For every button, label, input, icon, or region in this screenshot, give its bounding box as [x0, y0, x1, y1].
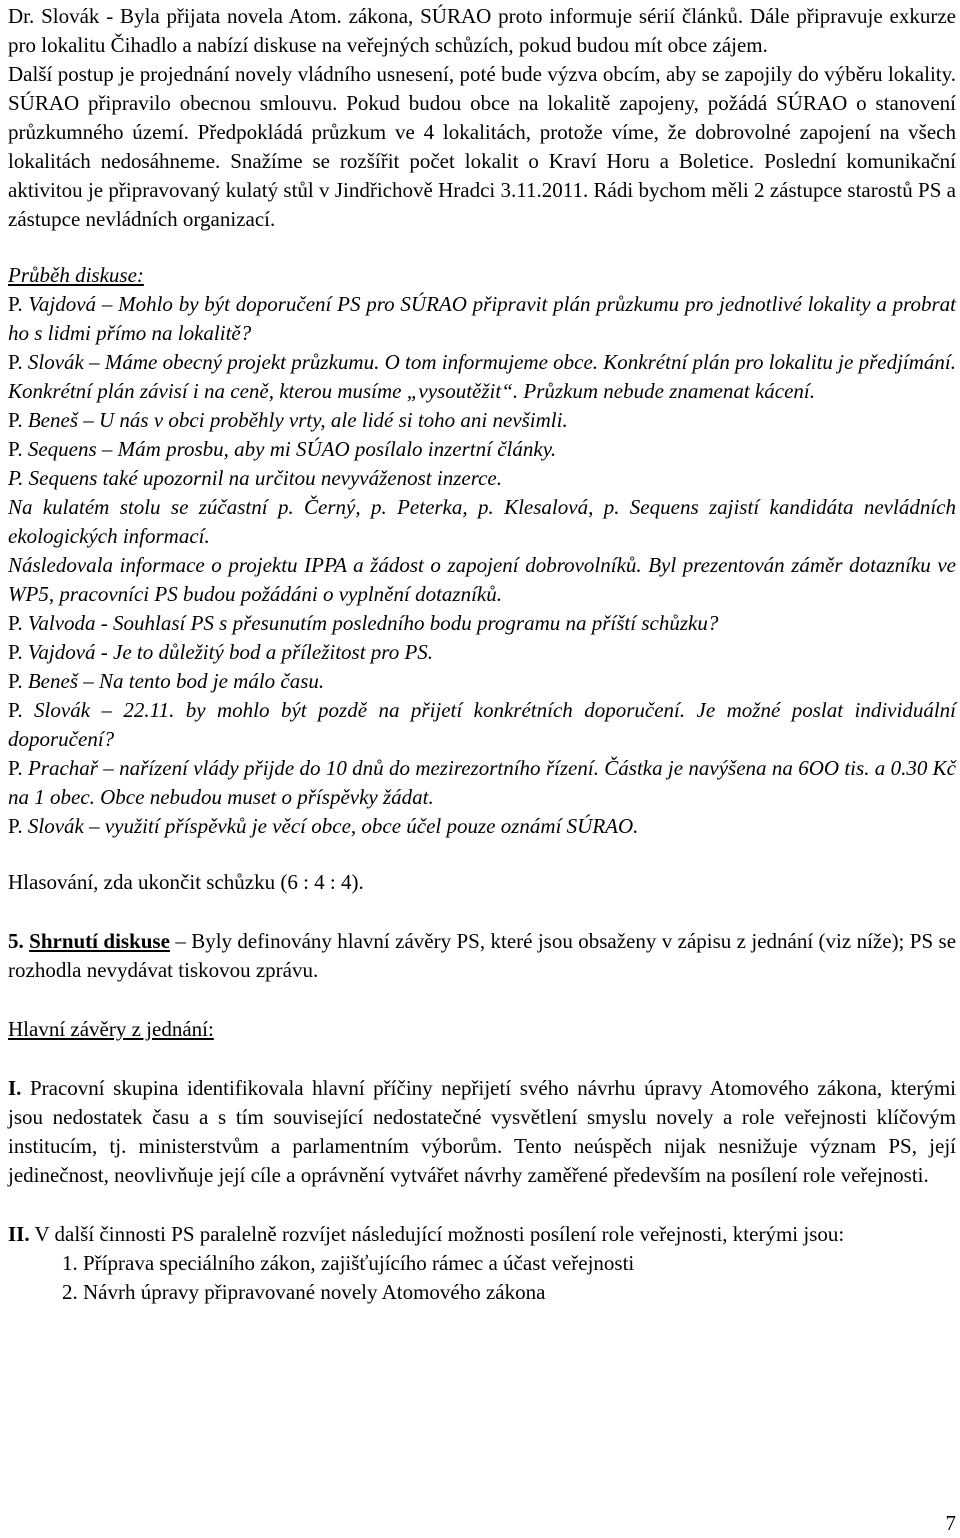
page-number: 7 [945, 1511, 956, 1535]
discussion-item: Na kulatém stolu se zúčastní p. Černý, p. Peterka, p. Klesalová, p. Sequens zajistí kandidáta nevládních ekologických informací. [8, 495, 956, 548]
discussion-item: P. Beneš – U nás v obci proběhly vrty, ale lidé si toho ani nevšimli. [8, 408, 568, 432]
conclusions-heading: Hlavní závěry z jednání: [8, 1017, 214, 1041]
conclusion-point-2: II. V další činnosti PS paralelně rozvíjet následující možnosti posílení role veřejnosti, kterými jsou: [8, 1222, 845, 1246]
intro-paragraph-2: Další postup je projednání novely vládního usnesení, poté bude výzva obcím, aby se zapojily do výběru lokality. SÚRAO připravilo obecnou smlouvu. Pokud budou obce na lokalitě zapojeny, požádá SÚRAO o stanovení průzkumného území. Předpokládá průzkum ve 4 lokalitách, protože víme, že dobrovolné zapojení na všech lokalitách nedosáhneme. Snažíme se rozšířit počet lokalit o Kraví Horu a Boletice. Poslední komunikační aktivitou je připravovaný kulatý stůl v Jindřichově Hradci 3.11.2011. Rádi bychom měli 2 zástupce starostů PS a zástupce nevládních organizací. [8, 62, 956, 231]
discussion-item: P. Vajdová - Je to důležitý bod a příležitost pro PS. [8, 640, 434, 664]
summary-paragraph [8, 927, 956, 985]
discussion-item: P. Sequens – Mám prosbu, aby mi SÚAO posílalo inzertní články. [8, 437, 557, 461]
intro-paragraph-1: Dr. Slovák - Byla přijata novela Atom. zákona, SÚRAO proto informuje sérií článků. Dále připravuje exkurze pro lokalitu Čihadlo a nabízí diskuse na veřejných schůzích, pokud budou mít obce zájem. [8, 4, 956, 57]
discussion-item: P. Sequens také upozornil na určitou nevyváženost inzerce. [8, 466, 502, 490]
list-item: 1. Příprava speciálního zákon, zajišťujícího rámec a účast veřejnosti [83, 1249, 956, 1278]
spacer [8, 985, 956, 1015]
discussion-item: P. Valvoda - Souhlasí PS s přesunutím posledního bodu programu na příští schůzku? [8, 611, 719, 635]
spacer [8, 897, 956, 927]
discussion-item: P. Slovák – využití příspěvků je věcí obce, obce účel pouze oznámí SÚRAO. [8, 814, 639, 838]
discussion-item: P. Vajdová – Mohlo by být doporučení PS pro SÚRAO připravit plán průzkumu pro jednotlivé lokality a probrat ho s lidmi přímo na lokalitě? [8, 292, 956, 345]
list-item: 2. Návrh úpravy připravované novely Atomového zákona [83, 1278, 956, 1307]
spacer [8, 1044, 956, 1074]
discussion-item: P. Beneš – Na tento bod je málo času. [8, 669, 325, 693]
discussion-item: P. Prachař – nařízení vlády přijde do 10 dnů do mezirezortního řízení. Částka je navýšena na 6OO tis. a 0.30 Kč na 1 obec. Obce nebudou muset o příspěvky žádat. [8, 756, 956, 809]
conclusion-point-1: I. Pracovní skupina identifikovala hlavní příčiny nepřijetí svého návrhu úpravy Atomového zákona, kterými jsou nedostatek času a s tím související nedostatečné vysvětlení smyslu novely a role veřejnosti klíčovým institucím, tj. ministerstvům a parlamentním výborům. Tento neúspěch nijak nesnižuje význam PS, její jedinečnost, neovlivňuje její cíle a oprávnění vytvářet návrhy zaměřené především na posílení role veřejnosti. [8, 1076, 956, 1187]
spacer [8, 234, 956, 261]
discussion-heading: Průběh diskuse: [8, 263, 144, 287]
spacer [8, 841, 956, 868]
discussion-item: Následovala informace o projektu IPPA a žádost o zapojení dobrovolníků. Byl prezentován záměr dotazníku ve WP5, pracovníci PS budou požádáni o vyplnění dotazníků. [8, 553, 956, 606]
document-page [8, 2, 956, 1307]
summary-title: Shrnutí diskuse [29, 929, 170, 953]
discussion-list [8, 290, 956, 841]
summary-number: 5. [8, 929, 24, 953]
discussion-item: P. Slovák – Máme obecný projekt průzkumu. O tom informujeme obce. Konkrétní plán pro lokalitu je předjímání. Konkrétní plán závisí i na ceně, kterou musíme „vysoutěžit“. Průzkum nebude znamenat kácení. [8, 350, 956, 403]
discussion-item: P. Slovák – 22.11. by mohlo být pozdě na přijetí konkrétních doporučení. Je možné poslat individuální doporučení? [8, 698, 956, 751]
summary-text: – Byly definovány hlavní závěry PS, které jsou obsaženy v zápisu z jednání (viz níže); PS se rozhodla nevydávat tiskovou zprávu. [8, 929, 957, 982]
roman-numeral: I. [8, 1076, 22, 1100]
roman-numeral: II. [8, 1222, 30, 1246]
vote-line: Hlasování, zda ukončit schůzku (6 : 4 : 4). [8, 870, 364, 894]
spacer [8, 1190, 956, 1220]
options-list [8, 1249, 956, 1307]
